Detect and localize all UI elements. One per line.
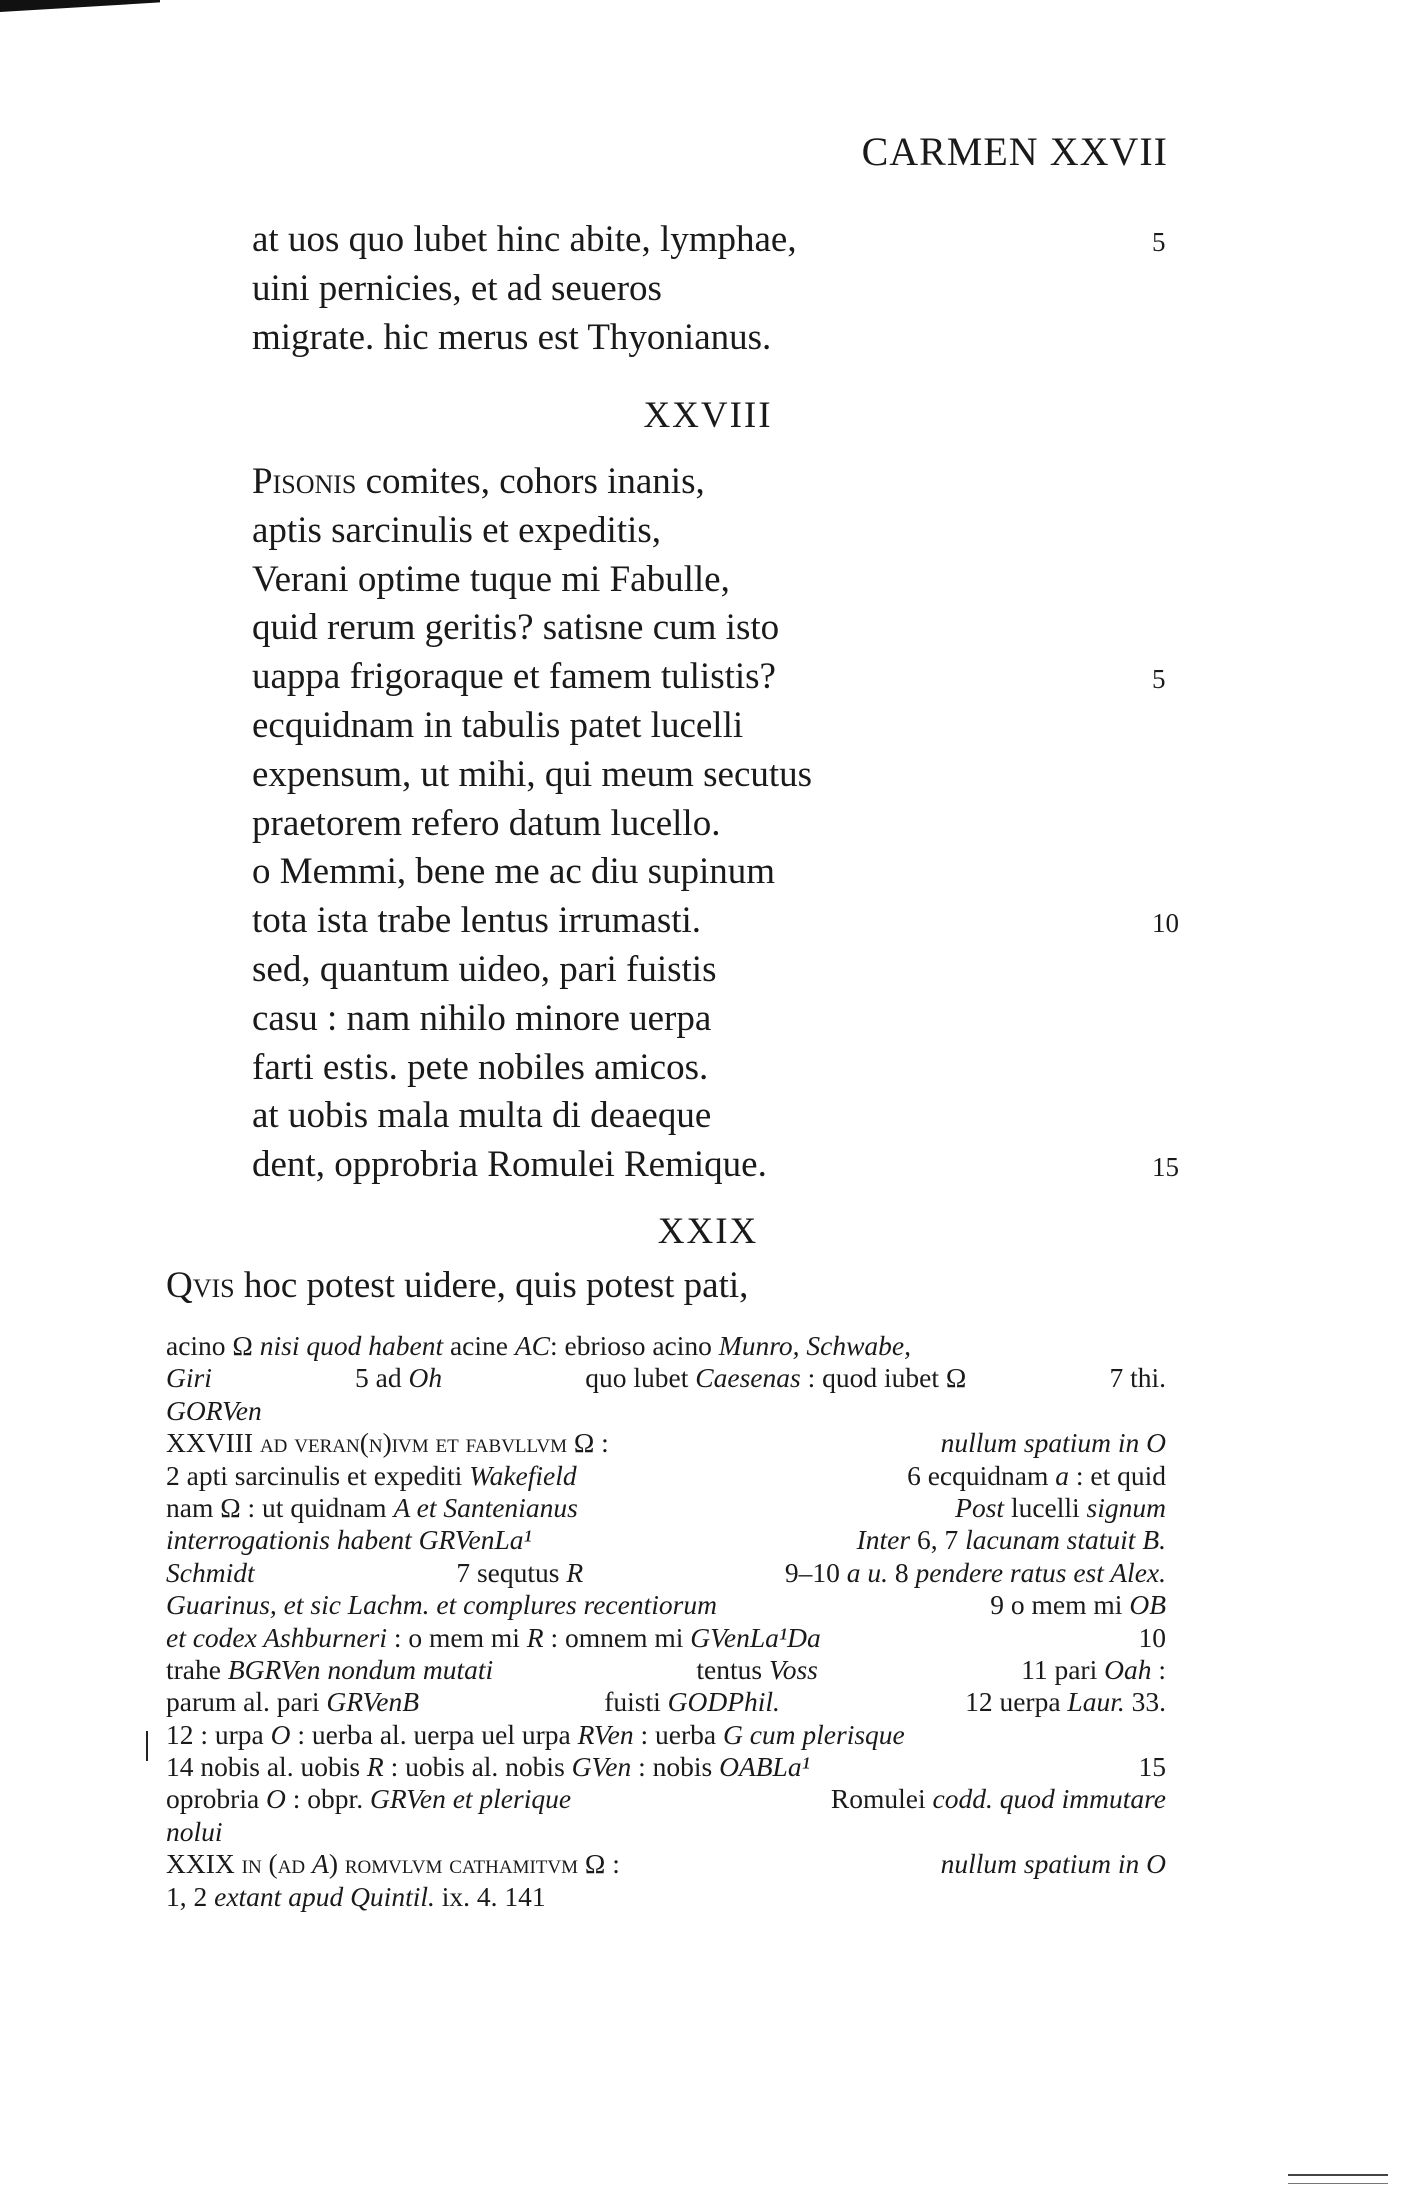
verse-line: Qvis hoc potest uidere, quis potest pati, — [166, 1265, 749, 1306]
verse-line: praetorem refero datum lucello. — [252, 802, 721, 844]
note-line: Giri 5 ad Oh quo lubet Caesenas : quod iubet Ω 7 thi. — [166, 1362, 1166, 1394]
note-line: interrogationis habent GRVenLa¹ Inter 6, 7 lacunam statuit B. — [166, 1524, 1166, 1556]
note-line: 1, 2 extant apud Quintil. ix. 4. 141 — [166, 1880, 546, 1912]
apparatus-notes — [166, 1330, 1166, 1913]
verse-line: uappa frigoraque et famem tulistis? 5 — [252, 653, 1172, 702]
initial-word: Pisonis — [252, 461, 357, 502]
line-number: 5 — [1152, 664, 1166, 695]
verse-line: farti estis. pete nobiles amicos. — [252, 1046, 709, 1088]
scan-edge-rule — [1288, 2183, 1388, 2184]
verse-line: aptis sarcinulis et expeditis, — [252, 509, 661, 551]
poem-29-lines — [166, 1262, 1086, 1311]
verse-line: expensum, ut mihi, qui meum secutus — [252, 753, 813, 795]
verse-line: ecquidnam in tabulis patet lucelli — [252, 704, 744, 746]
verse-line: casu : nam nihilo minore uerpa — [252, 997, 712, 1039]
note-line: nolui — [166, 1815, 223, 1847]
poem-28-heading: XXVIII — [643, 395, 773, 436]
note-line: nam Ω : ut quidnam A et Santenianus Post lucelli signum — [166, 1491, 1166, 1523]
verse-line: uini pernicies, et ad seueros — [252, 267, 662, 309]
note-line: GORVen — [166, 1394, 262, 1426]
margin-bar — [146, 1731, 148, 1761]
note-line: XXIX in (ad A) romvlvm cathamitvm Ω : nullum spatium in O — [166, 1848, 1166, 1880]
line-number: 5 — [1152, 227, 1166, 257]
poem-28-lines — [252, 458, 1179, 1190]
verse-line: o Memmi, bene me ac diu supinum — [252, 851, 776, 893]
verse-line: tota ista trabe lentus irrumasti. 10 — [252, 897, 1172, 946]
verse-line: sed, quantum uideo, pari fuistis — [252, 948, 717, 990]
verse-line: Pisonis comites, cohors inanis, — [252, 461, 705, 502]
scan-edge-mark — [0, 0, 160, 12]
note-line: 2 apti sarcinulis et expediti Wakefield 6 ecquidnam a : et quid — [166, 1459, 1166, 1491]
line-number: 10 — [1152, 908, 1179, 939]
running-head: CARMEN XXVII — [861, 129, 1168, 174]
note-line: trahe BGRVen nondum mutati tentus Voss 11 pari Oah : — [166, 1653, 1166, 1685]
note-line: Guarinus, et sic Lachm. et complures recentiorum 9 o mem mi OB — [166, 1589, 1166, 1621]
note-line: et codex Ashburneri : o mem mi R : omnem mi GVenLa¹Da 10 — [166, 1621, 1166, 1653]
verse-line: Verani optime tuque mi Fabulle, — [252, 558, 730, 600]
scan-edge-rule — [1288, 2174, 1388, 2176]
note-line: 12 : urpa O : uerba al. uerpa uel urpa RVen : uerba G cum plerisque — [166, 1718, 905, 1750]
note-line: Schmidt 7 sequtus R 9–10 a u. 8 pendere ratus est Alex. — [166, 1556, 1166, 1588]
note-line: XXVIII ad veran(n)ivm et fabvllvm Ω : nullum spatium in O — [166, 1427, 1166, 1459]
verse-line: migrate. hic merus est Thyonianus. — [252, 316, 772, 358]
line-number: 15 — [1152, 1152, 1179, 1183]
note-line: 14 nobis al. uobis R : uobis al. nobis GVen : nobis OABLa¹ 15 — [166, 1751, 1166, 1783]
note-line: oprobria O : obpr. GRVen et plerique Romulei codd. quod immutare — [166, 1783, 1166, 1815]
initial-word: Qvis — [166, 1265, 235, 1306]
note-line: parum al. pari GRVenB fuisti GODPhil. 12 uerpa Laur. 33. — [166, 1686, 1166, 1718]
note-line: acino Ω nisi quod habent acine AC: ebrioso acino Munro, Schwabe, — [166, 1330, 911, 1361]
poem-27-lines — [252, 216, 1172, 362]
verse-line: at uos quo lubet hinc abite, lymphae, 5 — [252, 216, 1172, 265]
verse-line: dent, opprobria Romulei Remique. 15 — [252, 1141, 1172, 1190]
verse-line: quid rerum geritis? satisne cum isto — [252, 607, 780, 649]
verse-line: at uobis mala multa di deaeque — [252, 1095, 712, 1137]
poem-29-heading: XXIX — [657, 1211, 759, 1252]
